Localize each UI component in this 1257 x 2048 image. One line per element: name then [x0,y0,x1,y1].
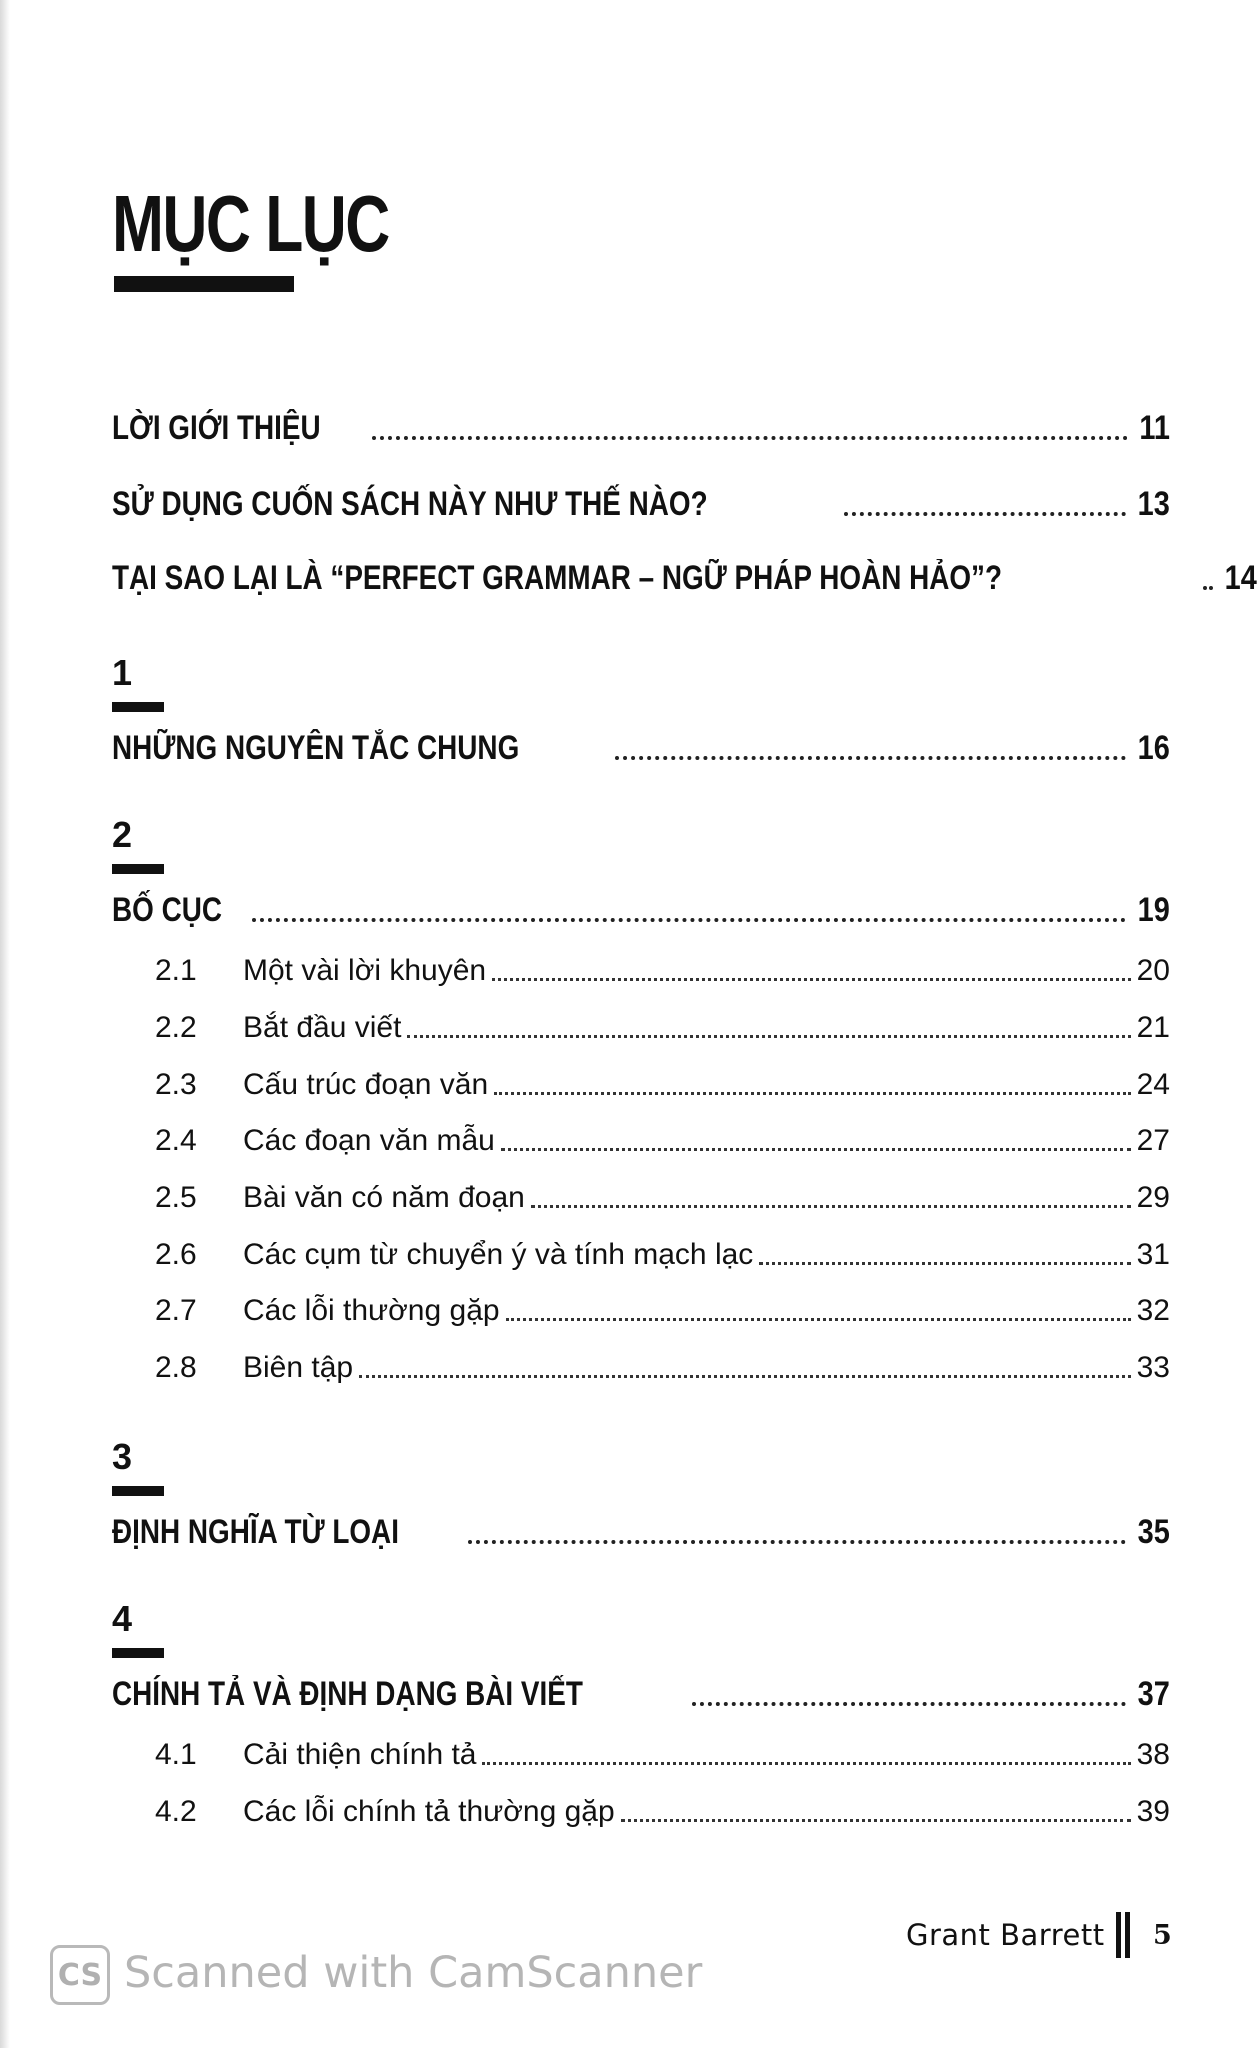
section-label: Cấu trúc đoạn văn [243,1068,489,1101]
section-number: 2.6 [155,1238,197,1271]
section-page: 33 [1136,1351,1170,1384]
chapter-number: 2 [112,814,133,855]
toc-entry-label: BỐ CỤC [112,891,222,929]
section-number: 4.1 [155,1738,197,1771]
dot-leader [692,1702,1126,1706]
section-page: 21 [1136,1011,1170,1044]
toc-entry-page: 35 [1137,1513,1170,1551]
toc-entry-page: 13 [1137,485,1170,523]
footer-separator [1116,1912,1121,1958]
toc-section-4-1[interactable] [155,1722,1170,1772]
toc-entry-page: 19 [1137,891,1170,929]
chapter-number: 1 [112,652,133,693]
toc-section-2-4[interactable] [155,1108,1170,1158]
chapter-number: 3 [112,1436,133,1477]
dot-leader [615,756,1127,760]
section-label: Các đoạn văn mẫu [243,1124,495,1157]
section-label: Một vài lời khuyên [243,954,487,987]
section-page: 20 [1136,954,1170,987]
toc-entry-chapter-2[interactable] [112,880,1170,930]
section-number: 2.3 [155,1068,197,1101]
toc-section-2-5[interactable] [155,1165,1170,1215]
dot-leader [482,1762,1130,1765]
section-page: 38 [1136,1738,1170,1771]
page-title: MỤC LỤC [112,179,389,268]
toc-section-4-2[interactable] [155,1779,1170,1829]
footer-separator [1125,1912,1130,1958]
section-page: 32 [1136,1294,1170,1327]
dot-leader [501,1148,1131,1151]
dot-leader [506,1318,1131,1321]
dot-leader [531,1205,1131,1208]
section-number: 2.7 [155,1294,197,1327]
section-label: Cải thiện chính tả [243,1738,477,1771]
section-number: 2.5 [155,1181,197,1214]
section-number: 2.1 [155,954,197,987]
toc-entry-label: TẠI SAO LẠI LÀ “PERFECT GRAMMAR – NGỮ PHÁP HOÀN HẢO”? [112,559,1003,597]
toc-entry-page: 16 [1137,729,1170,767]
footer-author: Grant Barrett [906,1918,1105,1952]
dot-leader [844,512,1126,516]
section-number: 4.2 [155,1795,197,1828]
section-page: 39 [1136,1795,1170,1828]
dot-leader [407,1035,1130,1038]
toc-entry-front-2[interactable] [112,474,1170,524]
section-number: 2.4 [155,1124,197,1157]
section-number: 2.8 [155,1351,197,1384]
dot-leader [252,918,1126,922]
section-page: 24 [1136,1068,1170,1101]
chapter-bar [112,1486,164,1496]
section-label: Các lỗi chính tả thường gặp [243,1795,615,1828]
section-page: 27 [1136,1124,1170,1157]
dot-leader [621,1819,1131,1822]
section-page: 31 [1136,1238,1170,1271]
section-number: 2.2 [155,1011,197,1044]
section-label: Biên tập [243,1351,354,1384]
toc-section-2-2[interactable] [155,995,1170,1045]
section-label: Bài văn có năm đoạn [243,1181,525,1214]
toc-entry-chapter-3[interactable] [112,1502,1170,1552]
toc-entry-label: SỬ DỤNG CUỐN SÁCH NÀY NHƯ THẾ NÀO? [112,485,708,523]
dot-leader [359,1375,1131,1378]
toc-section-2-7[interactable] [155,1278,1170,1328]
toc-entry-label: LỜI GIỚI THIỆU [112,409,321,447]
toc-entry-label: NHỮNG NGUYÊN TẮC CHUNG [112,729,520,767]
toc-entry-page: 37 [1137,1675,1170,1713]
dot-leader [492,978,1131,981]
page-edge-shadow [0,0,10,2048]
toc-entry-label: CHÍNH TẢ VÀ ĐỊNH DẠNG BÀI VIẾT [112,1675,583,1713]
chapter-bar [112,864,164,874]
toc-entry-chapter-4[interactable] [112,1664,1170,1714]
toc-section-2-6[interactable] [155,1222,1170,1272]
toc-entry-front-1[interactable] [112,398,1170,448]
toc-entry-page: 14 [1225,559,1257,597]
title-underline [114,276,294,292]
chapter-bar [112,1648,164,1658]
section-label: Các lỗi thường gặp [243,1294,500,1327]
chapter-number: 4 [112,1598,133,1639]
dot-leader [494,1092,1130,1095]
toc-section-2-8[interactable] [155,1335,1170,1385]
dot-leader [1203,586,1213,590]
camscanner-logo-icon: CS [50,1945,110,2005]
toc-entry-page: 11 [1139,409,1170,447]
dot-leader [759,1262,1130,1265]
chapter-bar [112,702,164,712]
section-label: Các cụm từ chuyển ý và tính mạch lạc [243,1238,754,1271]
section-page: 29 [1136,1181,1170,1214]
footer-page-number: 5 [1153,1920,1172,1951]
toc-entry-chapter-1[interactable] [112,718,1170,768]
toc-section-2-3[interactable] [155,1052,1170,1102]
toc-entry-front-3[interactable] [112,548,1257,598]
toc-section-2-1[interactable] [155,938,1170,988]
dot-leader [372,436,1128,440]
toc-entry-label: ĐỊNH NGHĨA TỪ LOẠI [112,1513,399,1551]
camscanner-watermark: Scanned with CamScanner [124,1948,703,1998]
dot-leader [468,1540,1126,1544]
section-label: Bắt đầu viết [243,1011,402,1044]
